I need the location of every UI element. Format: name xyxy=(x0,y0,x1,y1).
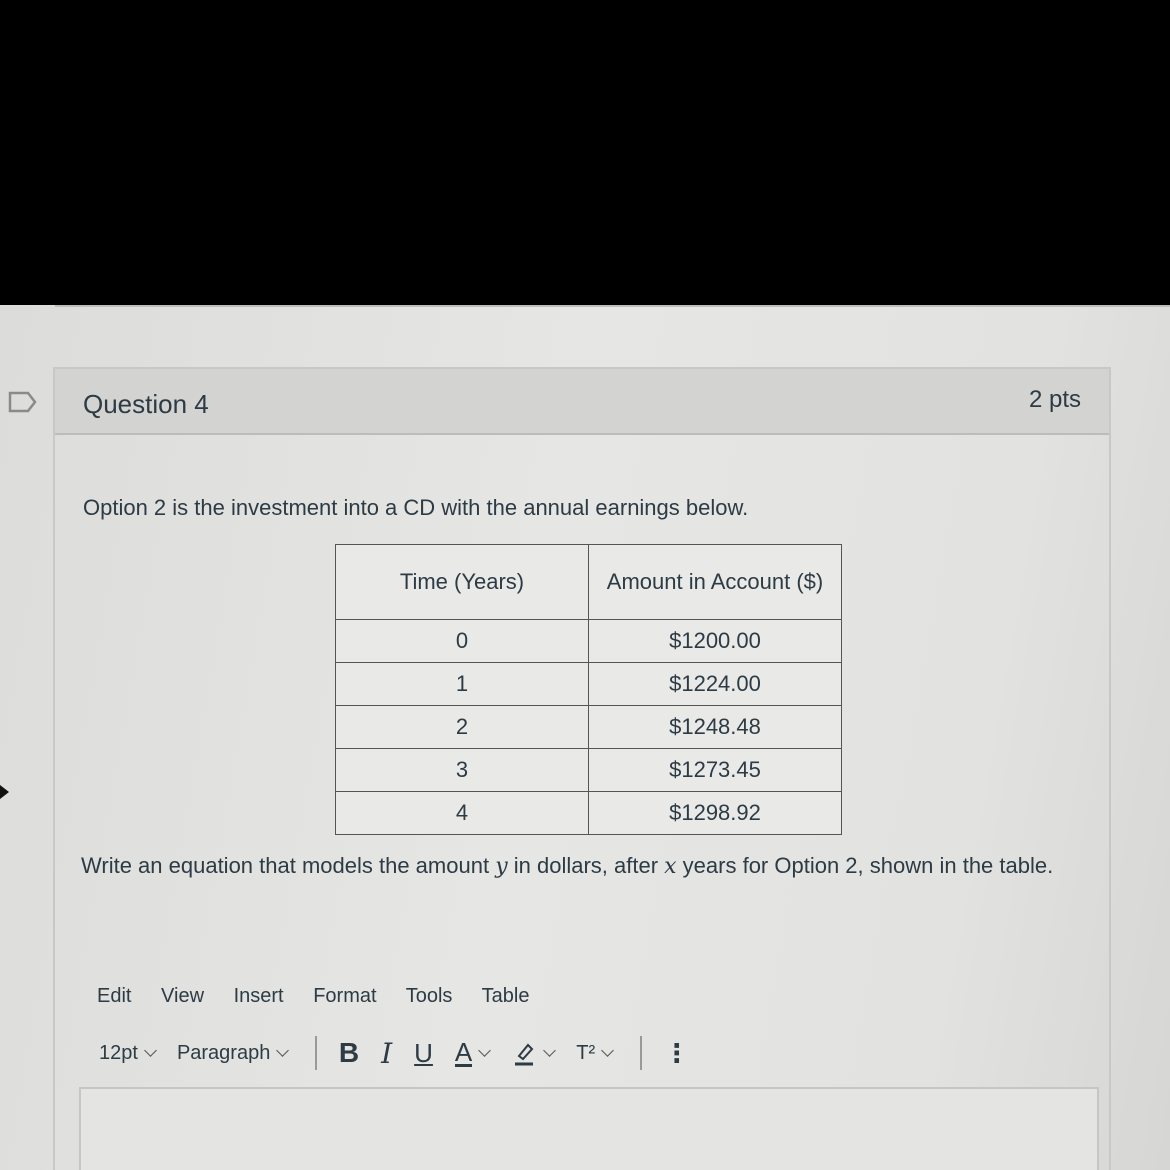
block-format-value: Paragraph xyxy=(176,1041,271,1064)
menu-edit[interactable]: Edit xyxy=(97,985,132,1007)
text-color-icon: A xyxy=(454,1036,473,1067)
italic-button[interactable]: I xyxy=(381,1036,393,1070)
highlighter-icon xyxy=(511,1040,537,1066)
variable-x: x xyxy=(664,854,677,879)
table-cell: $1224.00 xyxy=(589,663,842,706)
toolbar-divider xyxy=(640,1036,642,1070)
question-card xyxy=(53,367,1111,1170)
variable-y: y xyxy=(495,854,508,879)
question-text-part: in dollars, after xyxy=(507,853,665,878)
table-row xyxy=(336,663,842,706)
table-header-row xyxy=(336,545,842,620)
chevron-down-icon xyxy=(543,1044,556,1057)
table-cell: $1298.92 xyxy=(589,792,842,835)
chevron-down-icon xyxy=(276,1044,289,1057)
table-row xyxy=(336,749,842,792)
data-table xyxy=(335,544,842,835)
table-row xyxy=(336,620,842,663)
table-cell: $1200.00 xyxy=(589,620,842,663)
chevron-down-icon xyxy=(478,1044,491,1057)
table-header: Amount in Account ($) xyxy=(589,545,842,620)
more-vertical-icon[interactable]: ⋮ xyxy=(663,1037,690,1068)
table-cell: 1 xyxy=(336,663,589,706)
question-title: Question 4 xyxy=(83,389,209,419)
highlight-button[interactable] xyxy=(511,1040,554,1066)
table-cell: 3 xyxy=(336,749,589,792)
table-row xyxy=(336,706,842,749)
question-points: 2 pts xyxy=(1028,386,1081,413)
text-color-button[interactable] xyxy=(454,1036,489,1067)
menu-insert[interactable]: Insert xyxy=(233,985,284,1007)
question-text xyxy=(81,847,1071,886)
table-cell: 0 xyxy=(336,620,589,663)
table-row xyxy=(336,792,842,835)
bookmark-icon[interactable] xyxy=(8,391,38,413)
screen xyxy=(0,305,1170,1170)
editor-menubar xyxy=(97,985,553,1008)
font-size-select[interactable] xyxy=(99,1042,155,1065)
underline-button[interactable]: U xyxy=(414,1037,433,1068)
menu-tools[interactable]: Tools xyxy=(405,985,453,1007)
superscript-button[interactable] xyxy=(576,1042,612,1065)
divider xyxy=(55,305,1170,313)
font-size-value: 12pt xyxy=(99,1041,138,1064)
question-text-part: Write an equation that models the amount xyxy=(81,853,496,878)
block-format-select[interactable] xyxy=(177,1042,287,1065)
table-cell: $1248.48 xyxy=(589,706,842,749)
table-header: Time (Years) xyxy=(336,545,589,620)
cursor-icon xyxy=(0,785,10,799)
bold-button[interactable]: B xyxy=(338,1037,360,1068)
menu-view[interactable]: View xyxy=(161,985,205,1007)
toolbar-divider xyxy=(315,1036,317,1070)
chevron-down-icon xyxy=(144,1044,157,1057)
editor-toolbar xyxy=(99,1033,712,1073)
question-prompt: Option 2 is the investment into a CD with the annual earnings below. xyxy=(83,495,749,520)
table-cell: 2 xyxy=(336,706,589,749)
table-cell: 4 xyxy=(336,792,589,835)
table-cell: $1273.45 xyxy=(589,749,842,792)
superscript-icon: T² xyxy=(576,1041,596,1064)
question-text-part: years for Option 2, shown in the table. xyxy=(676,853,1054,878)
menu-format[interactable]: Format xyxy=(313,985,377,1007)
question-header xyxy=(55,369,1109,435)
chevron-down-icon xyxy=(601,1044,614,1057)
menu-table[interactable]: Table xyxy=(481,985,530,1007)
answer-editor[interactable] xyxy=(79,1087,1099,1170)
